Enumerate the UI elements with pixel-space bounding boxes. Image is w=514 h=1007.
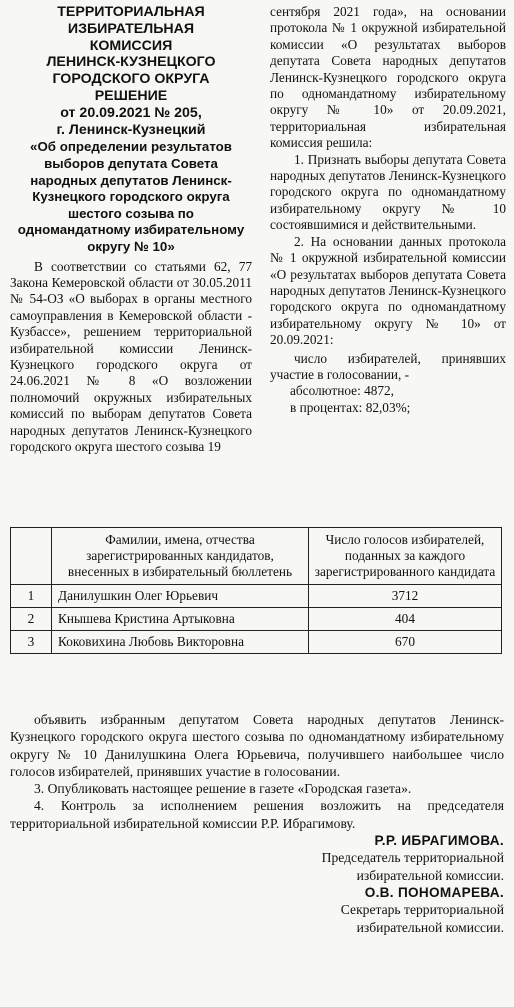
turnout-label: число избирателей, принявших участие в голосовании, - [270, 350, 506, 382]
turnout-absolute: абсолютное: 4872, [290, 383, 395, 399]
row-number: 3 [11, 631, 52, 654]
candidate-votes: 404 [309, 608, 502, 631]
results-table [10, 527, 502, 654]
chair-signature-role: Председатель территориальной избирательной комиссии. [321, 850, 504, 883]
chair-signature-name: Р.Р. ИБРАГИМОВА. [374, 833, 504, 849]
header-line: ИЗБИРАТЕЛЬНАЯ [67, 20, 195, 37]
decision-item-2: 2. На основании данных протокола № 1 окружной избирательной комиссии «О результатах выборов депутата Совета народных депутатов Ленинск-Кузнецкого городского округа по одномандатному избирательному округу № 10» от 20.09.2021: [270, 233, 506, 348]
header-line: РЕШЕНИЕ [94, 87, 168, 104]
table-header-row [11, 528, 502, 585]
preamble-continuation: сентября 2021 года», на основании протокола № 1 окружной избирательной комиссии «О результатах выборов депутата Совета народных депутатов Ленинск-Кузнецкого городского округа по одномандатному избирательному округу № 10» от 20.09.2021, территориальная избирательная комиссия решила: [270, 4, 506, 151]
decision-conclusion [10, 711, 504, 936]
secretary-signature-name: О.В. ПОНОМАРЕВА. [364, 884, 504, 900]
header-line: ТЕРРИТОРИАЛЬНАЯ [57, 4, 205, 20]
left-column [10, 4, 252, 455]
candidate-name: Данилушкин Олег Юрьевич [52, 585, 309, 608]
candidate-name: Коковихина Любовь Викторовна [52, 631, 309, 654]
header-line: ЛЕНИНСК-КУЗНЕЦКОГО [46, 54, 216, 71]
row-number: 1 [11, 585, 52, 608]
turnout-percent: в процентах: 82,03%; [290, 399, 411, 415]
decision-date: от 20.09.2021 № 205, [60, 104, 202, 121]
header-line: ГОРОДСКОГО ОКРУГА [52, 71, 210, 88]
candidate-votes: 670 [309, 631, 502, 654]
decision-item-4: 4. Контроль за исполнением решения возложить на председателя территориальной избирательной комиссии Р.Р. Ибрагимову. [10, 798, 504, 831]
decision-item-1: 1. Признать выборы депутата Совета народных депутатов Ленинск-Кузнецкого городского округа по одномандатному избирательному округу № 10 состоявшимися и действительными. [270, 151, 506, 233]
secretary-signature-role: Секретарь территориальной избирательной комиссии. [340, 902, 504, 935]
decision-item-3: 3. Опубликовать настоящее решение в газете «Городская газета». [34, 781, 412, 797]
header-line: КОМИССИЯ [89, 37, 173, 54]
table-row [11, 608, 502, 631]
row-number: 2 [11, 608, 52, 631]
right-column [270, 4, 506, 416]
elected-declaration: объявить избранным депутатом Совета народных депутатов Ленинск-Кузнецкого городского округа шестого созыва по одномандатному избирательному округу № 10 Данилушкина Олега Юрьевича, получившего наибольшее число голосов избирателей, принявших участие в голосовании. [10, 712, 504, 779]
decision-header [10, 4, 252, 138]
table-row [11, 585, 502, 608]
votes-header: Число голосов избирателей, поданных за каждого зарегистрированного кандидата [309, 528, 502, 585]
candidate-votes: 3712 [309, 585, 502, 608]
candidate-name: Кнышева Кристина Артыковна [52, 608, 309, 631]
decision-city: г. Ленинск-Кузнецкий [56, 121, 206, 138]
candidate-header: Фамилии, имена, отчества зарегистрированных кандидатов, внесенных в избирательный бюллетень [52, 528, 309, 585]
preamble-text: В соответствии со статьями 62, 77 Закона Кемеровской области от 30.05.2011 № 54-ОЗ «О выборах в органы местного самоуправления в Кемеровской области - Кузбассе», решением территориальной избирательной комиссии Ленинск-Кузнецкого городского округа от 24.06.2021 № 8 «О возложении полномочий окружных избирательных комиссий по выборам депутатов Совета народных депутатов Ленинск-Кузнецкого городского округа шестого созыва 19 [10, 258, 252, 454]
table-row [11, 631, 502, 654]
turnout-stats [270, 351, 506, 417]
num-header [11, 528, 52, 585]
decision-title: «Об определении результатов выборов депутата Совета народных депутатов Ленинск-Кузнецкого городского округа шестого созыва по одномандатному избирательному округу № 10» [17, 139, 245, 254]
